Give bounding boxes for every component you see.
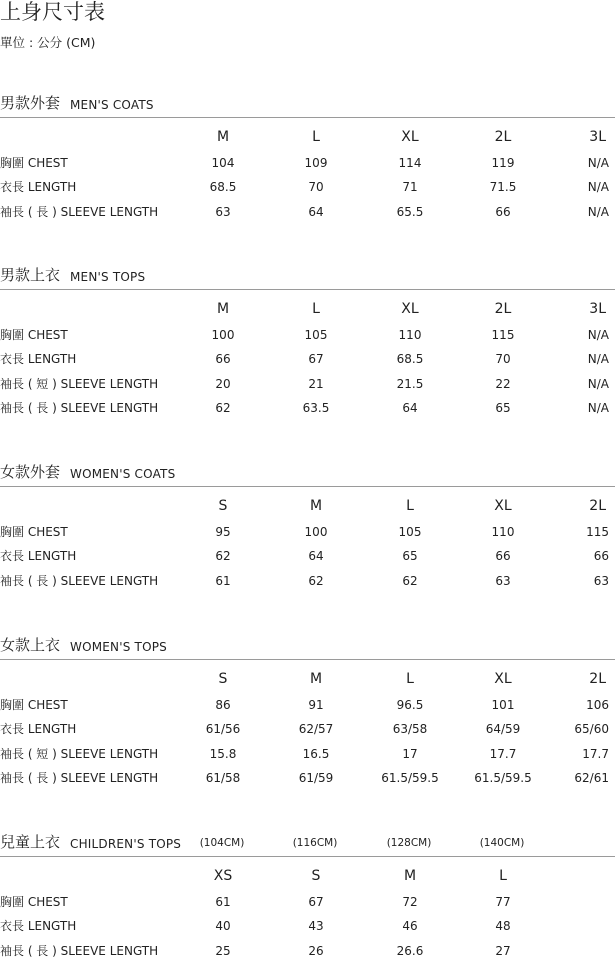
table-cell: 109 — [304, 156, 328, 170]
size-label: S — [218, 671, 228, 687]
table-cell: 100 — [211, 328, 235, 342]
table-cell: N/A — [587, 352, 609, 367]
table-cell: 62/61 — [574, 770, 609, 785]
size-label: L — [312, 301, 320, 317]
size-label: 2L — [589, 498, 606, 514]
table-cell: 71.5 — [489, 180, 517, 195]
table-cell: N/A — [587, 328, 609, 342]
size-label: M — [309, 498, 323, 514]
section-men-s-coats — [0, 92, 615, 219]
table-cell: 68.5 — [209, 180, 237, 195]
row-label: 衣長 LENGTH — [0, 919, 77, 934]
table-row — [0, 745, 615, 763]
section-women-s-coats — [0, 461, 615, 588]
table-cell: 62 — [402, 573, 418, 588]
table-cell: 105 — [398, 525, 422, 539]
row-label: 胸圍 CHEST — [0, 895, 68, 909]
row-label: 袖長 ( 長 ) SLEEVE LENGTH — [0, 400, 159, 415]
table-cell: 61 — [215, 573, 231, 588]
size-label: 2L — [494, 301, 512, 317]
table-row — [0, 350, 615, 368]
size-label: XS — [213, 868, 233, 884]
section-title-en: MEN'S TOPS — [70, 270, 146, 284]
row-label: 袖長 ( 長 ) SLEEVE LENGTH — [0, 770, 159, 785]
divider — [0, 289, 615, 290]
size-label: M — [216, 129, 230, 145]
table-cell: 115 — [491, 328, 515, 342]
table-cell: 16.5 — [302, 746, 330, 761]
table-cell: 40 — [215, 919, 231, 934]
size-header-row — [0, 495, 615, 517]
section-title-cn: 女款外套 — [0, 463, 61, 481]
section-title-cn: 男款外套 — [0, 94, 61, 112]
section-title-en: WOMEN'S COATS — [70, 467, 176, 481]
size-label: XL — [494, 498, 512, 514]
table-cell: N/A — [587, 376, 609, 391]
table-cell: 64 — [308, 549, 324, 564]
row-label: 袖長 ( 短 ) SLEEVE LENGTH — [0, 746, 159, 761]
row-label: 袖長 ( 長 ) SLEEVE LENGTH — [0, 943, 159, 958]
table-cell: N/A — [587, 156, 609, 170]
row-label: 衣長 LENGTH — [0, 549, 77, 564]
table-cell: 77 — [495, 895, 511, 909]
row-label: 袖長 ( 長 ) SLEEVE LENGTH — [0, 573, 159, 588]
table-row — [0, 203, 615, 221]
section-title-en: CHILDREN'S TOPS — [70, 837, 182, 851]
table-row — [0, 769, 615, 787]
table-row — [0, 893, 615, 911]
table-cell: 67 — [308, 895, 324, 909]
table-cell: 22 — [495, 376, 511, 391]
unit-note: 單位 : 公分 (CM) — [0, 35, 96, 50]
table-cell: 110 — [398, 328, 422, 342]
table-cell: 68.5 — [396, 352, 424, 367]
divider — [0, 856, 615, 857]
size-header-row — [0, 668, 615, 690]
table-cell: 63 — [593, 573, 609, 588]
table-cell: 105 — [304, 328, 328, 342]
table-cell: 62/57 — [298, 722, 334, 737]
size-label: 2L — [494, 129, 512, 145]
section-children-s-tops — [0, 831, 615, 958]
table-row — [0, 375, 615, 393]
row-label: 衣長 LENGTH — [0, 180, 77, 195]
table-row — [0, 326, 615, 344]
section-women-s-tops — [0, 634, 615, 785]
size-label: M — [403, 868, 417, 884]
table-cell: 106 — [586, 698, 609, 712]
table-cell: 61 — [215, 895, 231, 909]
table-row — [0, 572, 615, 590]
section-header — [0, 461, 615, 485]
section-header — [0, 634, 615, 658]
table-cell: 66 — [495, 549, 511, 564]
table-cell: 17 — [402, 746, 418, 761]
table-row — [0, 720, 615, 738]
section-title-en: MEN'S COATS — [70, 98, 154, 112]
row-label: 袖長 ( 短 ) SLEEVE LENGTH — [0, 376, 159, 391]
table-cell: 62 — [215, 549, 231, 564]
page-title: 上身尺寸表 — [0, 0, 105, 24]
section-title-cn: 女款上衣 — [0, 636, 61, 654]
row-label: 胸圍 CHEST — [0, 525, 68, 539]
table-cell: N/A — [587, 180, 609, 195]
table-cell: 27 — [495, 943, 511, 958]
size-label: L — [406, 671, 414, 687]
table-cell: 21.5 — [396, 376, 424, 391]
table-cell: 66 — [495, 204, 511, 219]
table-cell: 20 — [215, 376, 231, 391]
section-title-en: WOMEN'S TOPS — [70, 640, 167, 654]
size-label: S — [311, 868, 321, 884]
size-label: 3L — [589, 129, 606, 145]
size-label: L — [499, 868, 507, 884]
table-cell: 96.5 — [396, 698, 424, 712]
row-label: 胸圍 CHEST — [0, 698, 68, 712]
size-label: M — [309, 671, 323, 687]
table-cell: 91 — [308, 698, 324, 712]
table-cell: N/A — [587, 400, 609, 415]
table-cell: 104 — [211, 156, 235, 170]
height-subheader: (104CM) — [199, 837, 245, 849]
table-cell: 67 — [308, 352, 324, 367]
table-cell: 26 — [308, 943, 324, 958]
table-cell: 43 — [308, 919, 324, 934]
section-men-s-tops — [0, 264, 615, 415]
table-cell: 46 — [402, 919, 418, 934]
table-row — [0, 523, 615, 541]
table-cell: 70 — [308, 180, 324, 195]
table-cell: 65 — [402, 549, 418, 564]
table-row — [0, 154, 615, 172]
row-label: 胸圍 CHEST — [0, 328, 68, 342]
height-subheader: (140CM) — [479, 837, 525, 849]
table-cell: 119 — [491, 156, 515, 170]
table-cell: 101 — [491, 698, 515, 712]
table-cell: 100 — [304, 525, 328, 539]
table-cell: 61/58 — [205, 770, 241, 785]
divider — [0, 486, 615, 487]
table-cell: 72 — [402, 895, 418, 909]
table-cell: 65/60 — [574, 722, 609, 737]
section-title-cn: 男款上衣 — [0, 266, 61, 284]
size-label: L — [312, 129, 320, 145]
row-label: 袖長 ( 長 ) SLEEVE LENGTH — [0, 204, 159, 219]
table-cell: N/A — [587, 204, 609, 219]
table-cell: 63 — [495, 573, 511, 588]
table-cell: 17.7 — [489, 746, 517, 761]
size-label: XL — [401, 129, 419, 145]
table-cell: 115 — [586, 525, 609, 539]
table-row — [0, 696, 615, 714]
section-header — [0, 264, 615, 288]
table-row — [0, 399, 615, 417]
table-row — [0, 178, 615, 196]
table-cell: 48 — [495, 919, 511, 934]
table-cell: 15.8 — [209, 746, 237, 761]
table-cell: 62 — [308, 573, 324, 588]
size-header-row — [0, 298, 615, 320]
table-cell: 26.6 — [396, 943, 424, 958]
row-label: 胸圍 CHEST — [0, 156, 68, 170]
table-cell: 65.5 — [396, 204, 424, 219]
section-header — [0, 92, 615, 116]
table-cell: 63/58 — [392, 722, 428, 737]
table-row — [0, 942, 615, 960]
table-cell: 61/56 — [205, 722, 241, 737]
table-row — [0, 547, 615, 565]
size-label: M — [216, 301, 230, 317]
table-cell: 21 — [308, 376, 324, 391]
table-cell: 61.5/59.5 — [474, 770, 532, 785]
size-label: 3L — [589, 301, 606, 317]
table-cell: 64 — [402, 400, 418, 415]
size-label: S — [218, 498, 228, 514]
table-cell: 110 — [491, 525, 515, 539]
size-header-row — [0, 126, 615, 148]
table-cell: 71 — [402, 180, 418, 195]
table-cell: 62 — [215, 400, 231, 415]
row-label: 衣長 LENGTH — [0, 722, 77, 737]
table-cell: 70 — [495, 352, 511, 367]
table-cell: 25 — [215, 943, 231, 958]
table-cell: 64 — [308, 204, 324, 219]
divider — [0, 659, 615, 660]
size-header-row — [0, 865, 615, 887]
table-cell: 66 — [215, 352, 231, 367]
table-cell: 64/59 — [485, 722, 521, 737]
table-cell: 114 — [398, 156, 422, 170]
table-cell: 63.5 — [302, 400, 330, 415]
height-subheader: (128CM) — [386, 837, 432, 849]
table-cell: 95 — [215, 525, 231, 539]
table-cell: 66 — [593, 549, 609, 564]
table-cell: 17.7 — [582, 746, 609, 761]
table-cell: 63 — [215, 204, 231, 219]
table-cell: 61/59 — [298, 770, 334, 785]
section-header — [0, 831, 615, 855]
table-cell: 86 — [215, 698, 231, 712]
table-cell: 61.5/59.5 — [381, 770, 439, 785]
table-row — [0, 917, 615, 935]
row-label: 衣長 LENGTH — [0, 352, 77, 367]
section-title-cn: 兒童上衣 — [0, 833, 61, 851]
table-cell: 65 — [495, 400, 511, 415]
size-label: L — [406, 498, 414, 514]
size-label: 2L — [589, 671, 606, 687]
size-label: XL — [401, 301, 419, 317]
size-label: XL — [494, 671, 512, 687]
height-subheader: (116CM) — [292, 837, 338, 849]
divider — [0, 117, 615, 118]
